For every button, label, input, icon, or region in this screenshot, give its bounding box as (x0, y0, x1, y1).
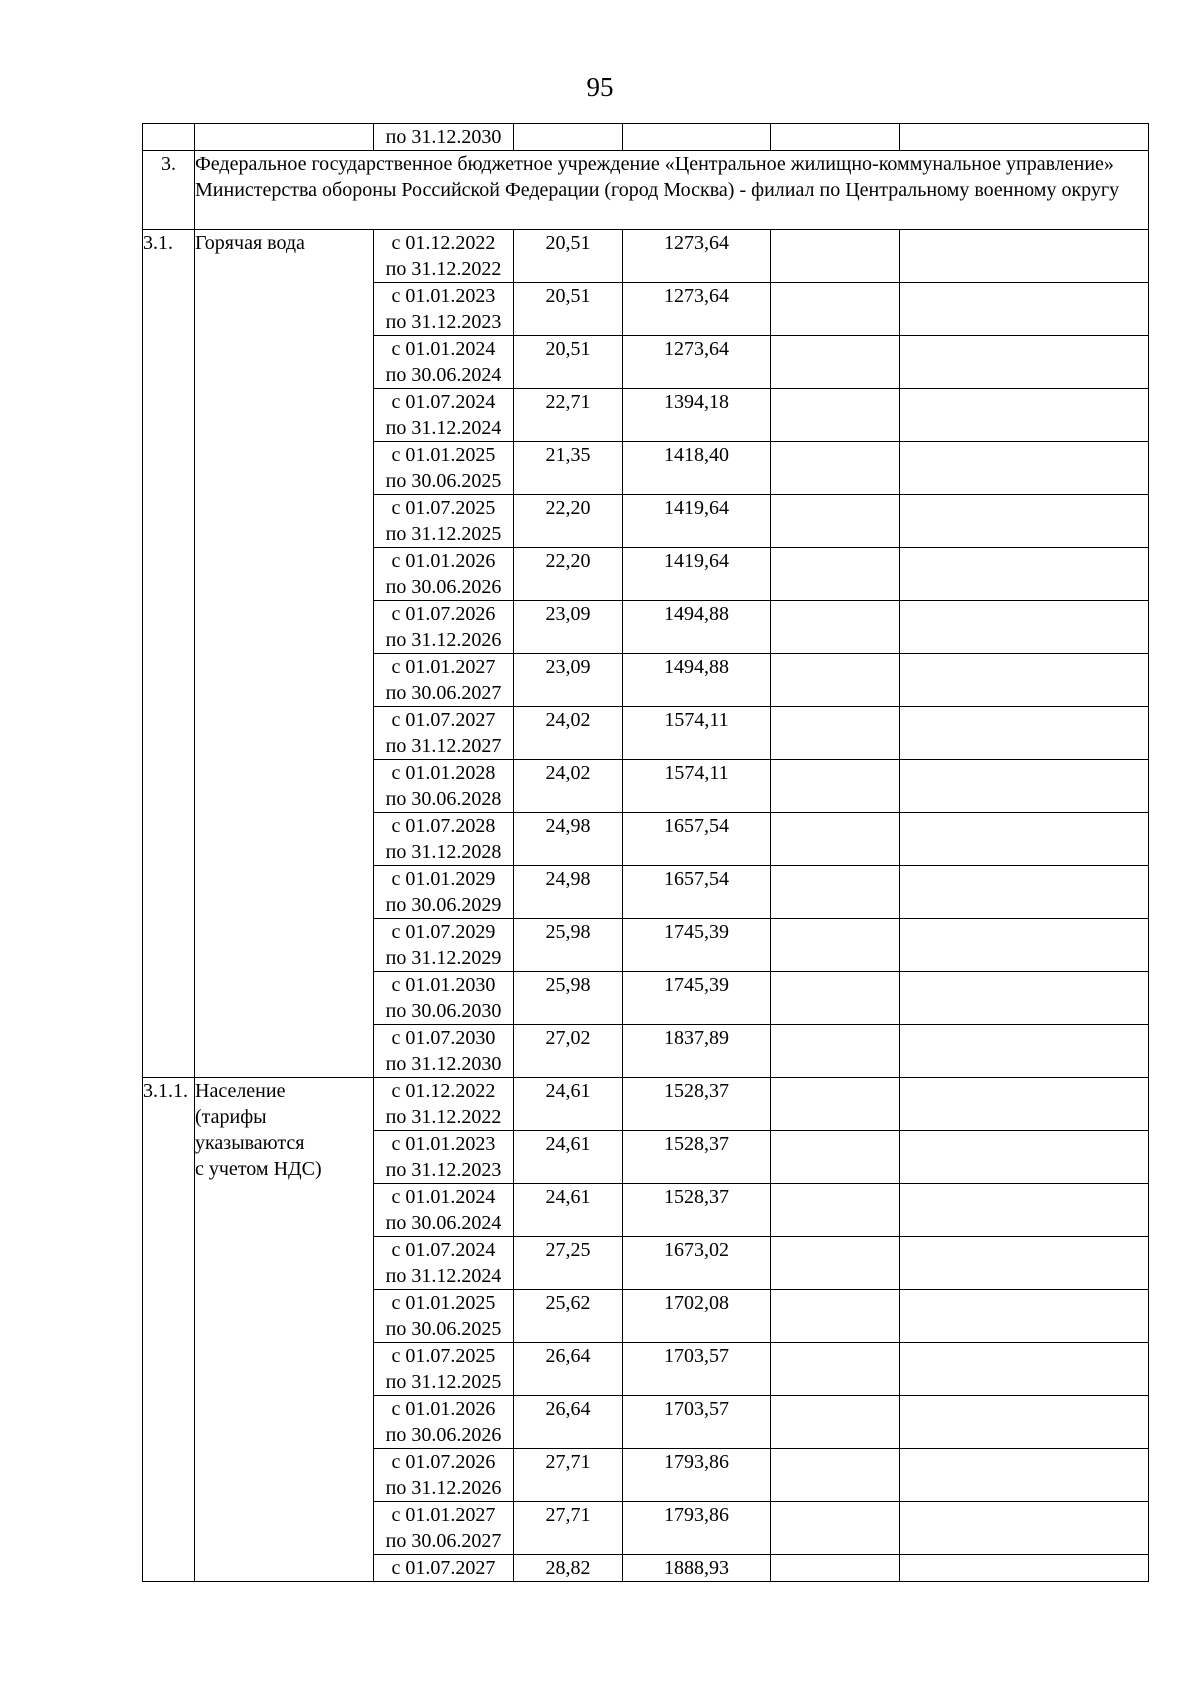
tariff-value-1: 24,61 (514, 1078, 623, 1131)
page-number: 95 (586, 72, 614, 102)
empty-cell (900, 1396, 1149, 1449)
period-from: с 01.01.2024 (391, 338, 496, 360)
empty-cell (900, 1184, 1149, 1237)
tariff-value-2: 1528,37 (623, 1184, 771, 1237)
empty-cell (771, 548, 900, 601)
empty-cell (771, 1290, 900, 1343)
period-cell (374, 1237, 514, 1290)
period-from: с 01.07.2026 (391, 603, 496, 625)
tariff-value-2: 1702,08 (623, 1290, 771, 1343)
empty-cell (771, 919, 900, 972)
period-from: с 01.07.2029 (391, 921, 496, 943)
tariff-value-2: 1745,39 (623, 919, 771, 972)
period-cell (374, 124, 514, 151)
tariff-value-2: 1494,88 (623, 601, 771, 654)
empty-cell (900, 1237, 1149, 1290)
tariff-value-1: 24,02 (514, 707, 623, 760)
period-from: с 01.01.2027 (391, 1504, 496, 1526)
tariff-value-1: 25,62 (514, 1290, 623, 1343)
period-to: по 31.12.2025 (385, 523, 502, 545)
period-to: по 31.12.2023 (385, 1159, 502, 1181)
tariff-value-1: 22,20 (514, 548, 623, 601)
period-from: с 01.01.2025 (391, 1292, 496, 1314)
empty-cell (900, 813, 1149, 866)
row-number: 3.1.1. (143, 1078, 195, 1582)
tariff-value-2: 1793,86 (623, 1449, 771, 1502)
period-cell (374, 1502, 514, 1555)
tariff-value-1: 24,98 (514, 813, 623, 866)
period-cell (374, 601, 514, 654)
empty-cell (900, 1343, 1149, 1396)
period-to: по 30.06.2026 (385, 576, 502, 598)
num-cell (143, 124, 195, 151)
period-from: с 01.01.2029 (391, 868, 496, 890)
empty-cell (771, 972, 900, 1025)
period-to: по 31.12.2028 (385, 841, 502, 863)
tariff-value-2: 1418,40 (623, 442, 771, 495)
empty-cell (900, 495, 1149, 548)
period-to: по 30.06.2024 (385, 364, 502, 386)
table-row (143, 230, 1149, 283)
empty-cell (900, 919, 1149, 972)
tariff-value-1: 23,09 (514, 601, 623, 654)
empty-cell (900, 1025, 1149, 1078)
period-cell (374, 1343, 514, 1396)
tariff-value-1: 24,98 (514, 866, 623, 919)
period-cell (374, 1025, 514, 1078)
period-to: по 31.12.2022 (385, 1106, 502, 1128)
period-to: по 31.12.2024 (385, 417, 502, 439)
period-from: с 01.01.2025 (391, 444, 496, 466)
period-to: по 30.06.2027 (385, 1530, 502, 1552)
period-to: по 31.12.2022 (385, 258, 502, 280)
empty-cell (900, 601, 1149, 654)
empty-cell (900, 972, 1149, 1025)
period-to: по 31.12.2026 (385, 629, 502, 651)
empty-cell (771, 336, 900, 389)
period-to: по 30.06.2025 (385, 470, 502, 492)
tariff-value-1: 20,51 (514, 230, 623, 283)
tariff-value-1: 27,71 (514, 1449, 623, 1502)
period-from: с 01.01.2028 (391, 762, 496, 784)
tariff-value-1: 27,25 (514, 1237, 623, 1290)
tariff-value-1: 24,61 (514, 1131, 623, 1184)
period-to: по 31.12.2026 (385, 1477, 502, 1499)
empty-cell (771, 1025, 900, 1078)
section-number: 3. (143, 151, 195, 230)
empty-cell (771, 760, 900, 813)
tariff-value-2: 1528,37 (623, 1131, 771, 1184)
period-to: по 31.12.2030 (385, 1053, 502, 1075)
tariff-value-1: 25,98 (514, 972, 623, 1025)
tariff-value-2: 1888,93 (623, 1555, 771, 1582)
organization-name: Федеральное государственное бюджетное учреждение «Центральное жилищно-коммунальное управление» Министерства обороны Российской Федерации (город Москва) - филиал по Центральному военному округу (195, 151, 1149, 230)
period-from: с 01.07.2030 (391, 1027, 496, 1049)
period-cell (374, 1449, 514, 1502)
empty-cell (900, 707, 1149, 760)
period-cell (374, 336, 514, 389)
period-from: с 01.07.2027 (391, 709, 496, 731)
empty-cell (900, 548, 1149, 601)
service-name: Горячая вода (195, 230, 374, 1078)
empty-cell (771, 1184, 900, 1237)
period-from: с 01.01.2024 (391, 1186, 496, 1208)
empty-cell (900, 336, 1149, 389)
period-from: с 01.01.2023 (391, 1133, 496, 1155)
name-cell (195, 124, 374, 151)
tariff-value-1: 27,71 (514, 1502, 623, 1555)
empty-cell (771, 654, 900, 707)
period-cell (374, 1078, 514, 1131)
period-cell (374, 707, 514, 760)
empty-cell (900, 1502, 1149, 1555)
period-to: по 30.06.2024 (385, 1212, 502, 1234)
period-from: с 01.12.2022 (391, 232, 496, 254)
period-cell (374, 495, 514, 548)
tariff-value-2: 1745,39 (623, 972, 771, 1025)
value-cell (623, 124, 771, 151)
tariff-value-2: 1657,54 (623, 813, 771, 866)
service-name-line: с учетом НДС) (195, 1158, 322, 1180)
tariff-value-2: 1419,64 (623, 548, 771, 601)
empty-cell (771, 601, 900, 654)
period-from: с 01.01.2026 (391, 1398, 496, 1420)
tariff-value-1: 24,61 (514, 1184, 623, 1237)
tariff-value-2: 1793,86 (623, 1502, 771, 1555)
empty-cell (771, 1131, 900, 1184)
period-from: с 01.07.2026 (391, 1451, 496, 1473)
service-name (195, 1078, 374, 1582)
period-from: с 01.07.2027 (391, 1557, 496, 1579)
tariff-table (142, 123, 1149, 1582)
empty-cell (771, 442, 900, 495)
period-to: по 31.12.2023 (385, 311, 502, 333)
tariff-value-2: 1837,89 (623, 1025, 771, 1078)
empty-cell (771, 230, 900, 283)
tariff-value-1: 27,02 (514, 1025, 623, 1078)
period-cell (374, 972, 514, 1025)
period-to: по 30.06.2029 (385, 894, 502, 916)
empty-cell (771, 1078, 900, 1131)
period-cell (374, 389, 514, 442)
empty-cell (771, 1237, 900, 1290)
tariff-value-1: 22,71 (514, 389, 623, 442)
period-to: по 31.12.2029 (385, 947, 502, 969)
service-name-line: (тарифы (195, 1106, 267, 1128)
tariff-value-2: 1419,64 (623, 495, 771, 548)
empty-cell (771, 866, 900, 919)
empty-cell (771, 389, 900, 442)
tariff-value-2: 1574,11 (623, 760, 771, 813)
table-row (143, 1078, 1149, 1131)
period-cell (374, 548, 514, 601)
period-to: по 31.12.2025 (385, 1371, 502, 1393)
table-row (143, 124, 1149, 151)
period-cell (374, 442, 514, 495)
tariff-value-1: 26,64 (514, 1396, 623, 1449)
empty-cell (900, 1078, 1149, 1131)
value-cell (514, 124, 623, 151)
period-cell (374, 866, 514, 919)
period-from: с 01.07.2028 (391, 815, 496, 837)
section-header-row (143, 151, 1149, 230)
empty-cell (771, 1502, 900, 1555)
tariff-value-1: 20,51 (514, 283, 623, 336)
empty-cell (771, 283, 900, 336)
tariff-value-2: 1394,18 (623, 389, 771, 442)
empty-cell (900, 1555, 1149, 1582)
period-to: по 31.12.2024 (385, 1265, 502, 1287)
period-cell (374, 1184, 514, 1237)
period-to: по 31.12.2027 (385, 735, 502, 757)
period-to: по 31.12.2030 (385, 126, 502, 148)
tariff-value-2: 1673,02 (623, 1237, 771, 1290)
empty-cell (900, 389, 1149, 442)
empty-cell (900, 654, 1149, 707)
service-name-line: Население (195, 1080, 286, 1102)
period-to: по 30.06.2026 (385, 1424, 502, 1446)
tariff-value-1: 24,02 (514, 760, 623, 813)
tariff-value-1: 28,82 (514, 1555, 623, 1582)
empty-cell (771, 1555, 900, 1582)
period-cell (374, 919, 514, 972)
tariff-value-1: 20,51 (514, 336, 623, 389)
tariff-value-2: 1273,64 (623, 283, 771, 336)
period-cell (374, 760, 514, 813)
empty-cell (900, 124, 1149, 151)
period-cell (374, 1396, 514, 1449)
tariff-value-2: 1703,57 (623, 1396, 771, 1449)
empty-cell (771, 1396, 900, 1449)
empty-cell (900, 283, 1149, 336)
period-cell (374, 654, 514, 707)
empty-cell (771, 124, 900, 151)
service-name-line: указываются (195, 1132, 305, 1154)
tariff-value-2: 1703,57 (623, 1343, 771, 1396)
period-to: по 30.06.2030 (385, 1000, 502, 1022)
tariff-value-2: 1657,54 (623, 866, 771, 919)
empty-cell (900, 442, 1149, 495)
tariff-value-2: 1273,64 (623, 336, 771, 389)
period-from: с 01.01.2026 (391, 550, 496, 572)
period-from: с 01.01.2027 (391, 656, 496, 678)
period-from: с 01.01.2030 (391, 974, 496, 996)
period-from: с 01.07.2025 (391, 1345, 496, 1367)
empty-cell (771, 1449, 900, 1502)
empty-cell (900, 760, 1149, 813)
row-number: 3.1. (143, 230, 195, 1078)
tariff-value-1: 26,64 (514, 1343, 623, 1396)
period-to: по 30.06.2025 (385, 1318, 502, 1340)
period-from: с 01.12.2022 (391, 1080, 496, 1102)
period-to: по 30.06.2028 (385, 788, 502, 810)
empty-cell (771, 813, 900, 866)
period-cell (374, 813, 514, 866)
tariff-value-1: 23,09 (514, 654, 623, 707)
period-from: с 01.07.2024 (391, 391, 496, 413)
empty-cell (900, 1290, 1149, 1343)
tariff-table-body (143, 124, 1149, 1582)
tariff-value-1: 21,35 (514, 442, 623, 495)
period-from: с 01.07.2025 (391, 497, 496, 519)
period-cell (374, 1290, 514, 1343)
period-from: с 01.07.2024 (391, 1239, 496, 1261)
tariff-value-2: 1494,88 (623, 654, 771, 707)
empty-cell (771, 495, 900, 548)
period-cell (374, 1131, 514, 1184)
period-from: с 01.01.2023 (391, 285, 496, 307)
empty-cell (900, 1131, 1149, 1184)
tariff-value-2: 1528,37 (623, 1078, 771, 1131)
tariff-value-1: 25,98 (514, 919, 623, 972)
empty-cell (900, 1449, 1149, 1502)
empty-cell (900, 230, 1149, 283)
tariff-value-1: 22,20 (514, 495, 623, 548)
period-cell (374, 283, 514, 336)
period-to: по 30.06.2027 (385, 682, 502, 704)
empty-cell (771, 1343, 900, 1396)
tariff-value-2: 1273,64 (623, 230, 771, 283)
period-cell (374, 1555, 514, 1582)
period-cell (374, 230, 514, 283)
empty-cell (771, 707, 900, 760)
empty-cell (900, 866, 1149, 919)
tariff-value-2: 1574,11 (623, 707, 771, 760)
